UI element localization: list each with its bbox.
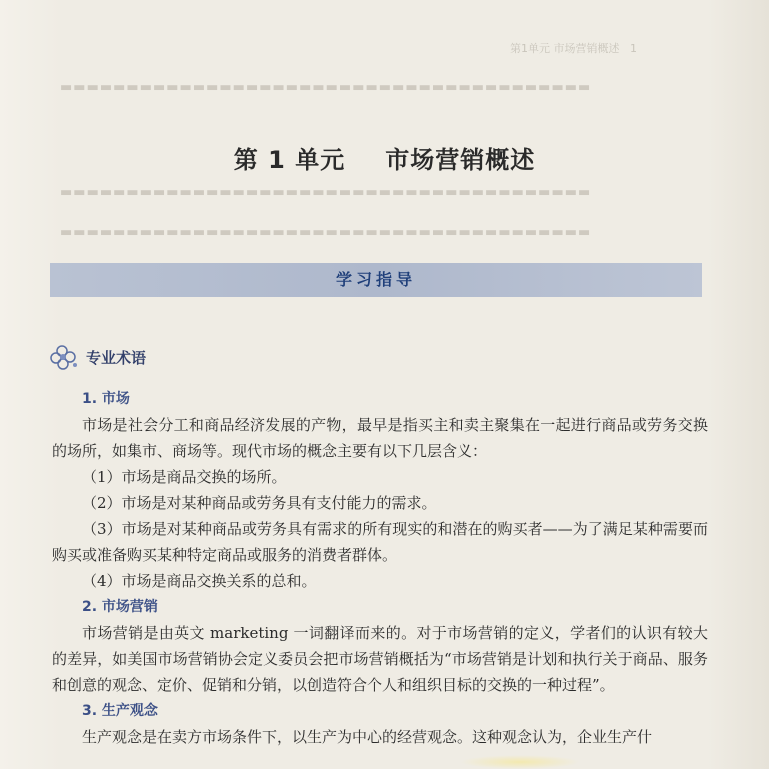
study-guide-label: 学习指导 (335, 270, 416, 289)
chapter-title (0, 140, 769, 175)
flower-icon (50, 343, 80, 371)
running-head-text: 第1单元 市场营销概述 (510, 42, 620, 55)
page-highlight (460, 755, 580, 769)
paragraph: 生产观念是在卖方市场条件下，以生产为中心的经营观念。这种观念认为，企业生产什 (82, 728, 653, 746)
bleed-through: ▬▬▬▬▬▬▬▬▬▬▬▬▬▬▬▬▬▬▬▬▬▬▬▬▬▬▬▬▬▬▬▬▬▬▬▬▬▬▬▬ (60, 225, 592, 240)
paragraph: 市场营销是由英文 marketing 一词翻译而来的。对于市场营销的定义，学者们的认识有较大的差异，如美国市场营销协会定义委员会把市场营销概括为“市场营销是计划和执行关于商品、服务和创意的观念、定价、促销和分销，以创造符合个人和组织目标的交换的一种过程”。 (52, 624, 708, 694)
item-heading: 1. 市场 (82, 391, 130, 407)
bleed-through: ▬▬▬▬▬▬▬▬▬▬▬▬▬▬▬▬▬▬▬▬▬▬▬▬▬▬▬▬▬▬▬▬▬▬▬▬▬▬▬▬ (60, 80, 592, 95)
list-item: （1）市场是商品交换的场所。 (82, 468, 287, 486)
page-number: 1 (630, 42, 637, 55)
running-head (510, 40, 637, 56)
list-item: （4）市场是商品交换关系的总和。 (82, 572, 317, 590)
study-guide-banner (50, 263, 702, 297)
bleed-through: ▬▬▬▬▬▬▬▬▬▬▬▬▬▬▬▬▬▬▬▬▬▬▬▬▬▬▬▬▬▬▬▬▬▬▬▬▬▬▬▬ (60, 185, 592, 200)
paragraph: 市场是社会分工和商品经济发展的产物，最早是指买主和卖主聚集在一起进行商品或劳务交换的场所，如集市、商场等。现代市场的概念主要有以下几层含义： (52, 416, 708, 460)
section-title: 专业术语 (86, 348, 147, 367)
body-text (52, 386, 708, 750)
section-heading (50, 343, 146, 371)
item-heading: 2. 市场营销 (82, 599, 158, 615)
chapter-unit: 第 1 单元 (233, 146, 346, 174)
chapter-name: 市场营销概述 (385, 146, 536, 174)
list-item: （3）市场是对某种商品或劳务具有需求的所有现实的和潜在的购买者——为了满足某种需要而购买或准备购买某种特定商品或服务的消费者群体。 (52, 520, 708, 564)
item-heading: 3. 生产观念 (82, 703, 158, 719)
list-item: （2）市场是对某种商品或劳务具有支付能力的需求。 (82, 494, 437, 512)
